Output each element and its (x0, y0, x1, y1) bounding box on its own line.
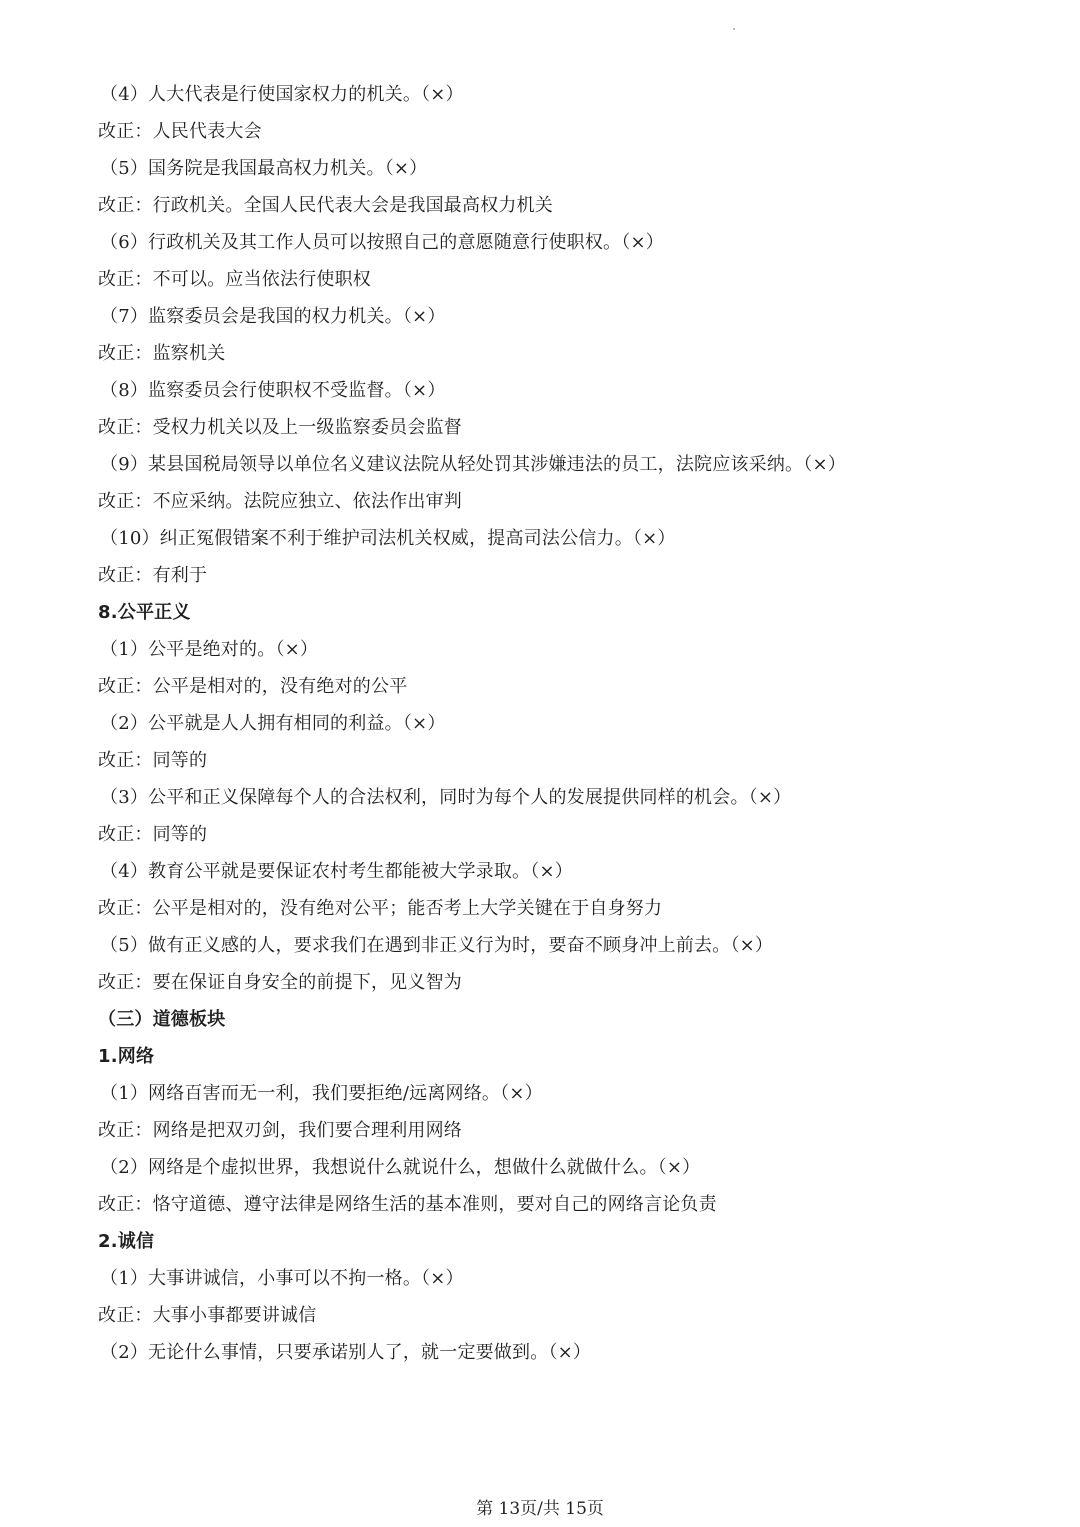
question-line: （3）公平和正义保障每个人的合法权利，同时为每个人的发展提供同样的机会。（×） (100, 787, 792, 808)
question-line: （2）网络是个虚拟世界，我想说什么就说什么，想做什么就做什么。（×） (100, 1157, 701, 1178)
question-line: （1）公平是绝对的。（×） (100, 639, 319, 660)
correction-line: 改正：受权力机关以及上一级监察委员会监督 (98, 417, 462, 438)
page-number-footer: 第 13页/共 15页 (476, 1499, 604, 1519)
correction-line: 改正：同等的 (98, 750, 208, 771)
correction-line: 改正：监察机关 (98, 343, 226, 364)
correction-line: 改正：网络是把双刃剑，我们要合理利用网络 (98, 1120, 462, 1141)
question-line: （2）无论什么事情，只要承诺别人了，就一定要做到。（×） (100, 1342, 592, 1363)
correction-line: 改正：不可以。应当依法行使职权 (98, 269, 371, 290)
question-line: （1）网络百害而无一利，我们要拒绝/远离网络。（×） (100, 1083, 543, 1104)
question-line: （5）做有正义感的人，要求我们在遇到非正义行为时，要奋不顾身冲上前去。（×） (100, 935, 774, 956)
question-line: （8）监察委员会行使职权不受监督。（×） (100, 380, 446, 401)
correction-line: 改正：同等的 (98, 824, 208, 845)
correction-line: 改正：大事小事都要讲诚信 (98, 1305, 317, 1326)
document-body (98, 76, 998, 1371)
question-line: （1）大事讲诚信，小事可以不拘一格。（×） (100, 1268, 464, 1289)
correction-line: 改正：不应采纳。法院应独立、依法作出审判 (98, 491, 462, 512)
section-heading: 2.诚信 (98, 1231, 155, 1252)
correction-line: 改正：公平是相对的，没有绝对公平；能否考上大学关键在于自身努力 (98, 898, 663, 919)
correction-line: 改正：要在保证自身安全的前提下，见义智为 (98, 972, 462, 993)
question-line: （10）纠正冤假错案不利于维护司法机关权威，提高司法公信力。（×） (100, 528, 676, 549)
question-line: （2）公平就是人人拥有相同的利益。（×） (100, 713, 446, 734)
correction-line: 改正：行政机关。全国人民代表大会是我国最高权力机关 (98, 195, 553, 216)
correction-line: 改正：有利于 (98, 565, 208, 586)
correction-line: 改正：恪守道德、遵守法律是网络生活的基本准则，要对自己的网络言论负责 (98, 1194, 717, 1215)
question-line: （5）国务院是我国最高权力机关。（×） (100, 158, 428, 179)
correction-line: 改正：公平是相对的，没有绝对的公平 (98, 676, 408, 697)
question-line: （4）教育公平就是要保证农村考生都能被大学录取。（×） (100, 861, 573, 882)
section-heading: （三）道德板块 (98, 1009, 226, 1030)
correction-line: 改正：人民代表大会 (98, 121, 262, 142)
question-line: （9）某县国税局领导以单位名义建议法院从轻处罚其涉嫌违法的员工，法院应该采纳。（×） (100, 454, 846, 475)
section-heading: 8.公平正义 (98, 602, 191, 623)
section-heading: 1.网络 (98, 1046, 155, 1067)
question-line: （4）人大代表是行使国家权力的机关。（×） (100, 84, 464, 105)
scan-speck (733, 28, 735, 30)
question-line: （6）行政机关及其工作人员可以按照自己的意愿随意行使职权。（×） (100, 232, 664, 253)
question-line: （7）监察委员会是我国的权力机关。（×） (100, 306, 446, 327)
